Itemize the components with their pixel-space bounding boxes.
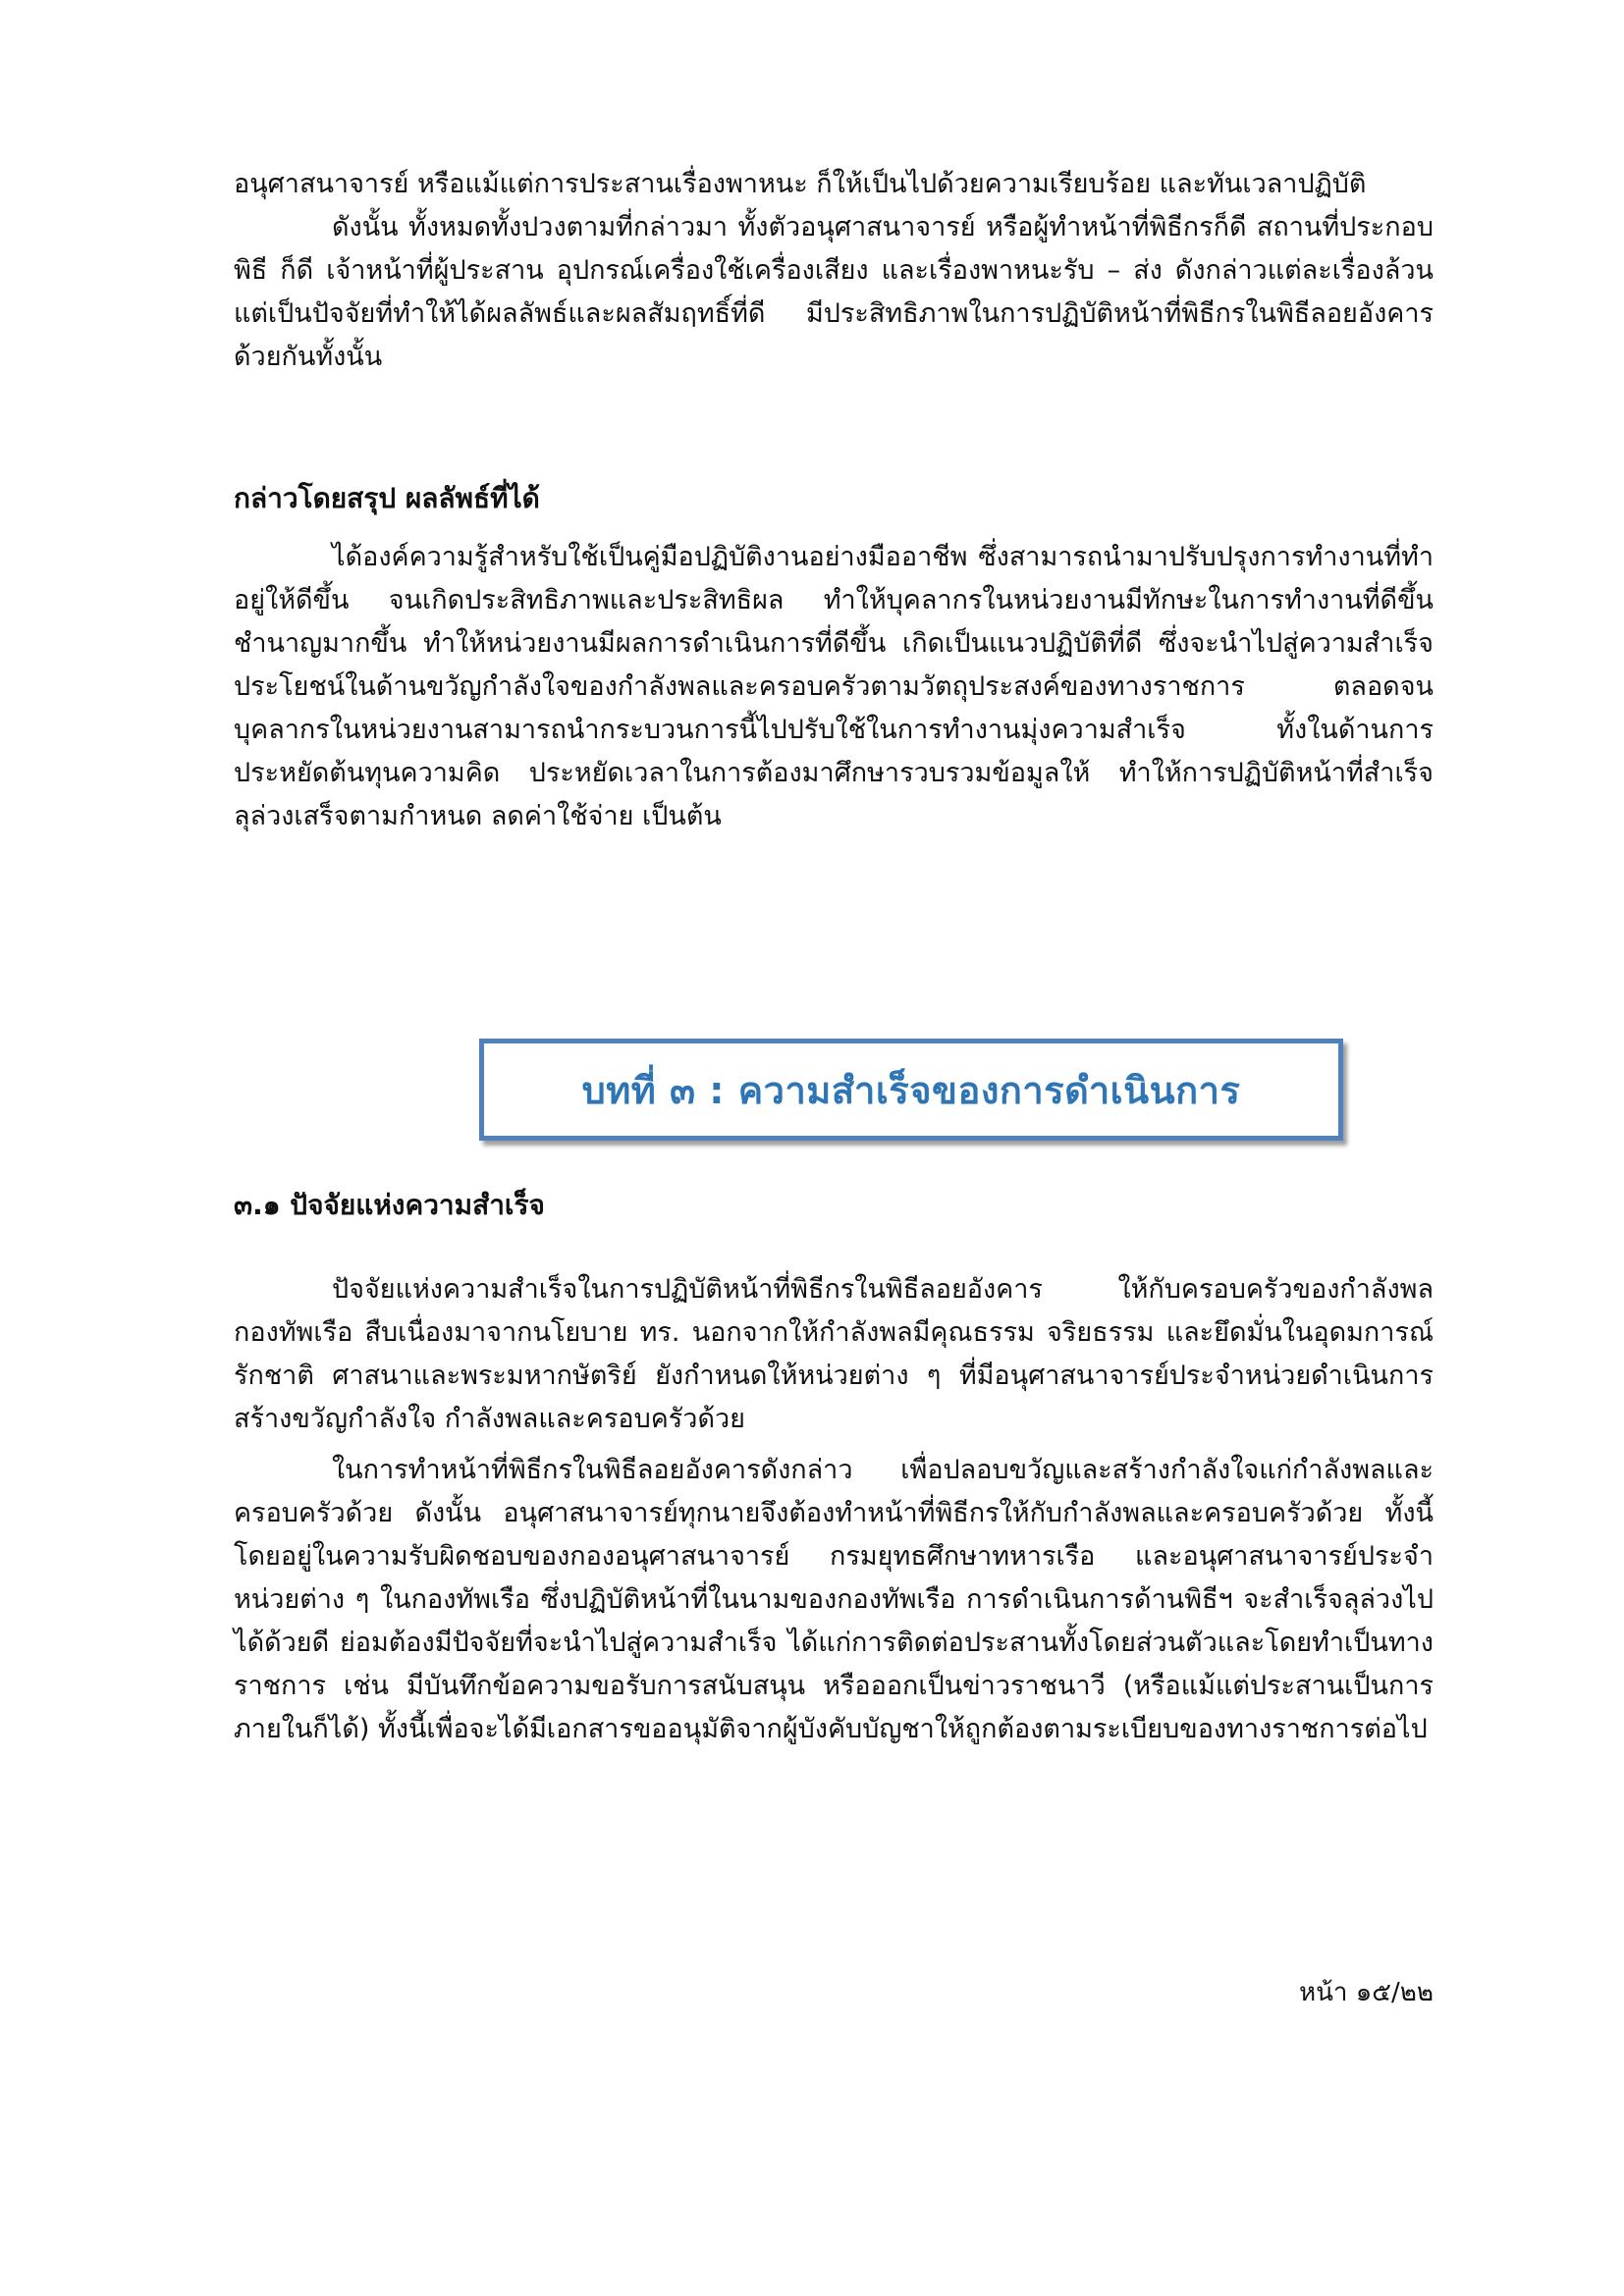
summary-paragraph: ได้องค์ความรู้สำหรับใช้เป็นคู่มือปฏิบัติงานอย่างมืออาชีพ ซึ่งสามารถนำมาปรับปรุงการทำงานที่ทำอยู่ให้ดีขึ้น จนเกิดประสิทธิภาพและประสิทธิผล ทำให้บุคลากรในหน่วยงานมีทักษะในการทำงานที่ดีขึ้น ชำนาญมากขึ้น ทำให้หน่วยงานมีผลการดำเนินการที่ดีขึ้น เกิดเป็นแนวปฏิบัติที่ดี ซึ่งจะนำไปสู่ความสำเร็จประโยชน์ในด้านขวัญกำลังใจของกำลังพลและครอบครัวตามวัตถุประสงค์ของทางราชการ ตลอดจนบุคลากรในหน่วยงานสามารถนำกระบวนการนี้ไปปรับใช้ในการทำงานมุ่งความสำเร็จ ทั้งในด้านการประหยัดต้นทุนความคิด ประหยัดเวลาในการต้องมาศึกษารวบรวมข้อมูลให้ ทำให้การปฏิบัติหน้าที่สำเร็จลุล่วงเสร็จตามกำหนด ลดค่าใช้จ่าย เป็นต้น [234,542,1434,831]
section-heading: ๓.๑ ปัจจัยแห่งความสำเร็จ [234,1189,545,1221]
chapter-title-box [479,1039,1343,1141]
summary-heading: กล่าวโดยสรุป ผลลัพธ์ที่ได้ [234,482,540,514]
intro-paragraph: ดังนั้น ทั้งหมดทั้งปวงตามที่กล่าวมา ทั้งตัวอนุศาสนาจารย์ หรือผู้ทำหน้าที่พิธีกรก็ดี สถานที่ประกอบพิธี ก็ดี เจ้าหน้าที่ผู้ประสาน อุปกรณ์เครื่องใช้เครื่องเสียง และเรื่องพาหนะรับ – ส่ง ดังกล่าวแต่ละเรื่องล้วนแต่เป็นปัจจัยที่ทำให้ได้ผลลัพธ์และผลสัมฤทธิ์ที่ดี มีประสิทธิภาพในการปฏิบัติหน้าที่พิธีกรในพิธีลอยอังคารด้วยกันทั้งนั้น [234,212,1434,372]
section-block [234,1268,1434,1751]
summary-block [234,536,1434,838]
intro-line: อนุศาสนาจารย์ หรือแม้แต่การประสานเรื่องพาหนะ ก็ให้เป็นไปด้วยความเรียบร้อย และทันเวลาปฏิบัติ [234,169,1367,199]
intro-block [234,163,1434,379]
section-paragraph-1: ปัจจัยแห่งความสำเร็จในการปฏิบัติหน้าที่พิธีกรในพิธีลอยอังคาร ให้กับครอบครัวของกำลังพลกองทัพเรือ สืบเนื่องมาจากนโยบาย ทร. นอกจากให้กำลังพลมีคุณธรรม จริยธรรม และยึดมั่นในอุดมการณ์รักชาติ ศาสนาและพระมหากษัตริย์ ยังกำหนดให้หน่วยต่าง ๆ ที่มีอนุศาสนาจารย์ประจำหน่วยดำเนินการสร้างขวัญกำลังใจ กำลังพลและครอบครัวด้วย [234,1274,1434,1434]
section-paragraph-2: ในการทำหน้าที่พิธีกรในพิธีลอยอังคารดังกล่าว เพื่อปลอบขวัญและสร้างกำลังใจแก่กำลังพลและครอบครัวด้วย ดังนั้น อนุศาสนาจารย์ทุกนายจึงต้องทำหน้าที่พิธีกรให้กับกำลังพลและครอบครัวด้วย ทั้งนี้โดยอยู่ในความรับผิดชอบของกองอนุศาสนาจารย์ กรมยุทธศึกษาทหารเรือ และอนุศาสนาจารย์ประจำหน่วยต่าง ๆ ในกองทัพเรือ ซึ่งปฏิบัติหน้าที่ในนามของกองทัพเรือ การดำเนินการด้านพิธีฯ จะสำเร็จลุล่วงไปได้ด้วยดี ย่อมต้องมีปัจจัยที่จะนำไปสู่ความสำเร็จ ได้แก่การติดต่อประสานทั้งโดยส่วนตัวและโดยทำเป็นทางราชการ เช่น มีบันทึกข้อความขอรับการสนับสนุน หรือออกเป็นข่าวราชนาวี (หรือแม้แต่ประสานเป็นการภายในก็ได้) ทั้งนี้เพื่อจะได้มีเอกสารขออนุมัติจากผู้บังคับบัญชาให้ถูกต้องตามระเบียบของทางราชการต่อไป [234,1455,1434,1744]
page-number: หน้า ๑๕/๒๒ [1299,1978,1434,2007]
chapter-title: บทที่ ๓ : ความสำเร็จของการดำเนินการ [581,1068,1241,1112]
